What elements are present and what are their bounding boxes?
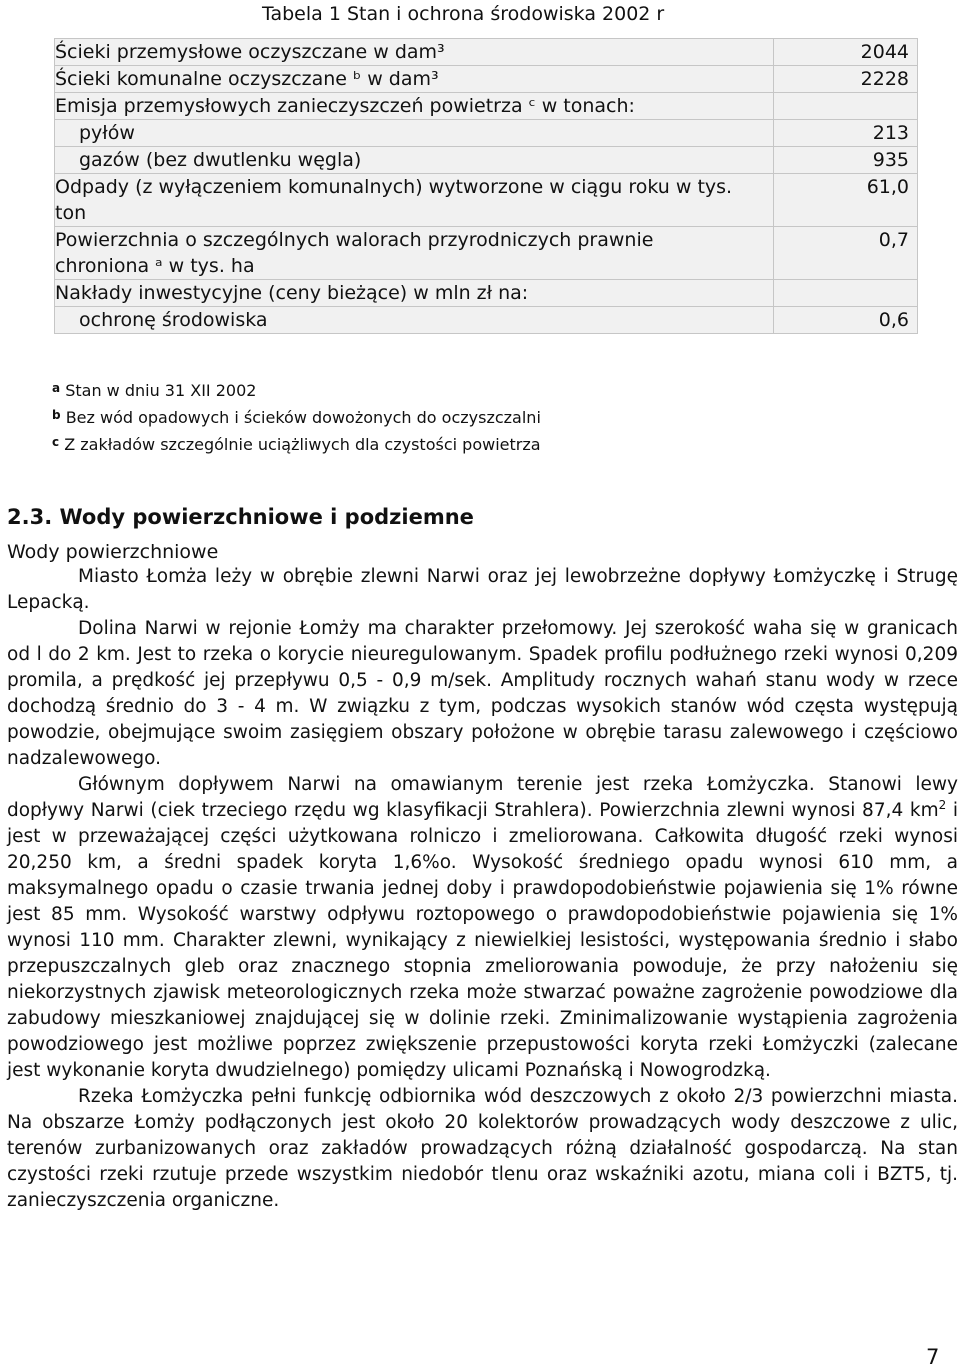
- body-text: [7, 564, 958, 1214]
- page-number: 7: [926, 1345, 940, 1369]
- row-label: Ścieki komunalne oczyszczane ᵇ w dam³: [55, 66, 774, 93]
- paragraph: Miasto Łomża leży w obrębie zlewni Narwi oraz jej lewobrzeżne dopływy Łomżyczkę i Strugę Lepacką.: [7, 566, 958, 613]
- footnote-mark: b: [52, 408, 61, 422]
- row-label: Nakłady inwestycyjne (ceny bieżące) w mln zł na:: [55, 280, 774, 307]
- footnote-mark: c: [52, 435, 60, 449]
- table-row: [55, 66, 918, 93]
- section-subheading: Wody powierzchniowe: [7, 541, 219, 563]
- row-value: 2228: [774, 66, 918, 93]
- row-label: gazów (bez dwutlenku węgla): [55, 147, 774, 174]
- footnote-mark: a: [52, 381, 61, 395]
- row-label: Powierzchnia o szczególnych walorach przyrodniczych prawnie chroniona ᵃ w tys. ha: [55, 227, 774, 280]
- row-value: 213: [774, 120, 918, 147]
- row-value: [774, 280, 918, 307]
- table-row: [55, 39, 918, 66]
- row-value: 61,0: [774, 174, 918, 227]
- row-label: ochronę środowiska: [55, 307, 774, 334]
- row-value: 935: [774, 147, 918, 174]
- table-row: [55, 227, 918, 280]
- table-row: [55, 174, 918, 227]
- table-row: [55, 120, 918, 147]
- row-label: Odpady (z wyłączeniem komunalnych) wytworzone w ciągu roku w tys. ton: [55, 174, 774, 227]
- table-footnotes: [52, 376, 541, 457]
- superscript: 2: [938, 798, 947, 812]
- footnote: [52, 403, 541, 430]
- paragraph: [7, 772, 958, 1084]
- section-heading: 2.3. Wody powierzchniowe i podziemne: [7, 505, 474, 529]
- row-label: Emisja przemysłowych zanieczyszczeń powietrza ᶜ w tonach:: [55, 93, 774, 120]
- row-value: [774, 93, 918, 120]
- table-row: [55, 280, 918, 307]
- row-value: 0,6: [774, 307, 918, 334]
- row-label: pyłów: [55, 120, 774, 147]
- footnote-text: Bez wód opadowych i ścieków dowożonych do oczyszczalni: [65, 408, 541, 427]
- row-label: Ścieki przemysłowe oczyszczane w dam³: [55, 39, 774, 66]
- table-caption: Tabela 1 Stan i ochrona środowiska 2002 r: [262, 3, 665, 25]
- footnote-text: Stan w dniu 31 XII 2002: [65, 381, 257, 400]
- paragraph: Rzeka Łomżyczka pełni funkcję odbiornika wód deszczowych z około 2/3 powierzchni miasta. Na obszarze Łomży podłączonych jest około 20 kolektorów prowadzących wody deszczowe z ulic, terenów zurbanizowanych oraz zakładów prowadzących różną działalność gospodarczą. Na stan czystości rzeki rzutuje przede wszystkim niedobór tlenu oraz wskaźniki azotu, miana coli i BZT5, tj. zanieczyszczenia organiczne.: [7, 1086, 958, 1211]
- table-row: [55, 307, 918, 334]
- footnote-text: Z zakładów szczególnie uciążliwych dla czystości powietrza: [64, 435, 541, 454]
- footnote: [52, 376, 541, 403]
- row-value: 0,7: [774, 227, 918, 280]
- paragraph: Dolina Narwi w rejonie Łomży ma charakter przełomowy. Jej szerokość waha się w granicach od l do 2 km. Jest to rzeka o korycie nieuregulowanym. Spadek profilu podłużnego rzeki wynosi 0,209 promila, a prędkość jej przepływu 0,5 - 0,9 m/sek. Amplitudy rocznych wahań stanu wody w rzece dochodzą średnio do 3 - 4 m. W związku z tym, podczas wysokich stanów wód częsta występują powodzie, obejmujące swoim zasięgiem obszary położone w obrębie tarasu zalewowego i częściowo nadzalewowego.: [7, 618, 958, 769]
- paragraph-text: i jest w przeważającej części użytkowana rolniczo i zmeliorowana. Całkowita długość rzeki wynosi 20,250 km, a średni spadek koryta 1,6%o. Wysokość średniego opadu wynosi 610 mm, a maksymalnego opadu o czasie trwania jednej doby i prawdopodobieństwie pojawienia się 1% równe jest 85 mm. Wysokość warstwy odpływu roztopowego o prawdopodobieństwie pojawienia się 1% wynosi 110 mm. Charakter zlewni, wynikający z niewielkiej lesistości, występowania średnio i słabo przepuszczalnych gleb oraz znacznego stopnia zmeliorowania powoduje, że przy nałożeniu się niekorzystnych zjawisk meteorologicznych rzeka może stwarzać poważne zagrożenie powodziowe dla zabudowy mieszkaniowej znajdującej się w dolinie rzeki. Zminimalizowanie wystąpienia zagrożenia powodziowego jest możliwe poprzez zwiększenie przepustowości koryta rzeki Łomżyczki (zalecane jest wykonanie koryta dwudzielnego) pomiędzy ulicami Poznańską i Nowogrodzką.: [7, 800, 958, 1081]
- footnote: [52, 430, 541, 457]
- environment-stats-table: [54, 38, 918, 334]
- table-row: [55, 93, 918, 120]
- paragraph-text: Głównym dopływem Narwi na omawianym terenie jest rzeka Łomżyczka. Stanowi lewy dopływy Narwi (ciek trzeciego rzędu wg klasyfikacji Strahlera). Powierzchnia zlewni wynosi 87,4 km: [7, 774, 958, 821]
- table-row: [55, 147, 918, 174]
- row-value: 2044: [774, 39, 918, 66]
